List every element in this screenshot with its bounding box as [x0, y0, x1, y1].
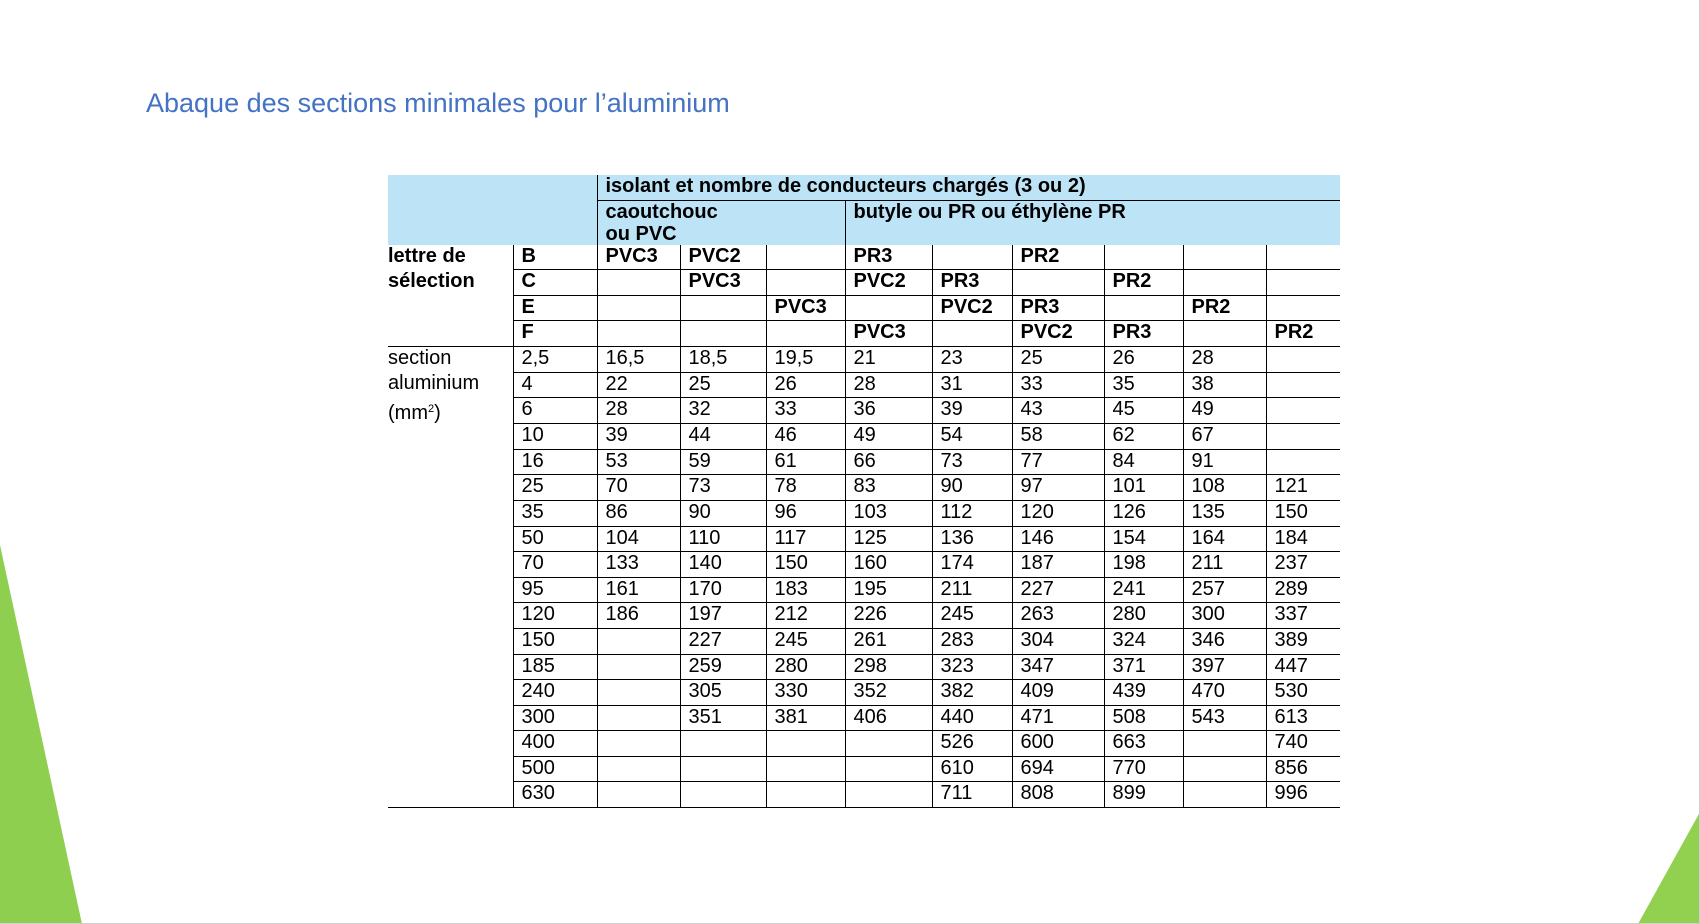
data-cell: 996 — [1266, 782, 1340, 808]
selection-letter: C — [513, 270, 597, 296]
section-value: 500 — [513, 756, 597, 782]
data-cell — [766, 756, 845, 782]
data-cell — [597, 705, 680, 731]
data-cell: 67 — [1183, 424, 1266, 450]
header-main-cell: isolant et nombre de conducteurs chargés (3 ou 2) — [597, 175, 1340, 200]
data-cell: 211 — [932, 577, 1012, 603]
data-cell — [597, 782, 680, 808]
section-label-cell — [388, 449, 513, 475]
section-label-cell — [388, 577, 513, 603]
section-value: 70 — [513, 552, 597, 578]
data-row — [388, 526, 1340, 552]
data-cell: 186 — [597, 603, 680, 629]
data-cell: 66 — [845, 449, 932, 475]
data-cell: 227 — [1012, 577, 1104, 603]
selection-cell — [1183, 245, 1266, 270]
selection-cell — [1104, 245, 1183, 270]
section-value: 10 — [513, 424, 597, 450]
selection-cell: PVC3 — [680, 270, 766, 296]
data-cell: 337 — [1266, 603, 1340, 629]
section-value: 95 — [513, 577, 597, 603]
section-table-container — [388, 175, 1340, 808]
selection-cell: PR2 — [1266, 321, 1340, 347]
data-cell: 150 — [1266, 500, 1340, 526]
section-label-cell — [388, 654, 513, 680]
data-cell: 352 — [845, 680, 932, 706]
data-cell: 471 — [1012, 705, 1104, 731]
data-cell: 91 — [1183, 449, 1266, 475]
section-value: 35 — [513, 500, 597, 526]
data-cell: 257 — [1183, 577, 1266, 603]
data-cell: 694 — [1012, 756, 1104, 782]
data-cell: 33 — [766, 398, 845, 424]
data-cell: 53 — [597, 449, 680, 475]
data-cell: 25 — [680, 372, 766, 398]
data-cell — [1266, 398, 1340, 424]
section-value: 2,5 — [513, 346, 597, 372]
data-row — [388, 577, 1340, 603]
data-cell — [680, 756, 766, 782]
selection-cell: PVC2 — [932, 295, 1012, 321]
section-value: 150 — [513, 628, 597, 654]
data-row — [388, 500, 1340, 526]
data-cell: 112 — [932, 500, 1012, 526]
section-value: 630 — [513, 782, 597, 808]
data-row — [388, 628, 1340, 654]
data-cell: 298 — [845, 654, 932, 680]
data-cell — [1266, 372, 1340, 398]
data-cell — [1183, 756, 1266, 782]
data-cell — [1183, 782, 1266, 808]
data-cell: 160 — [845, 552, 932, 578]
data-cell: 856 — [1266, 756, 1340, 782]
data-cell: 136 — [932, 526, 1012, 552]
data-cell: 77 — [1012, 449, 1104, 475]
data-cell: 126 — [1104, 500, 1183, 526]
selection-letter: B — [513, 245, 597, 270]
data-cell: 31 — [932, 372, 1012, 398]
data-row — [388, 475, 1340, 501]
section-label-cell — [388, 782, 513, 808]
data-row — [388, 603, 1340, 629]
selection-cell — [1183, 270, 1266, 296]
section-label-cell — [388, 424, 513, 450]
data-cell: 62 — [1104, 424, 1183, 450]
selection-cell — [597, 295, 680, 321]
section-value: 50 — [513, 526, 597, 552]
data-cell: 97 — [1012, 475, 1104, 501]
selection-cell — [845, 295, 932, 321]
data-cell: 440 — [932, 705, 1012, 731]
green-triangle-left-decoration — [0, 545, 82, 924]
selection-row — [388, 270, 1340, 296]
selection-cell: PVC2 — [1012, 321, 1104, 347]
section-label-cell — [388, 475, 513, 501]
selection-cell: PR3 — [845, 245, 932, 270]
data-cell: 526 — [932, 731, 1012, 757]
data-cell: 406 — [845, 705, 932, 731]
data-cell: 90 — [932, 475, 1012, 501]
data-cell: 397 — [1183, 654, 1266, 680]
data-cell: 289 — [1266, 577, 1340, 603]
data-cell: 101 — [1104, 475, 1183, 501]
section-label-cell — [388, 552, 513, 578]
data-cell: 84 — [1104, 449, 1183, 475]
data-row — [388, 756, 1340, 782]
data-cell: 280 — [1104, 603, 1183, 629]
header-rubber-line1: caoutchouc — [605, 200, 718, 223]
section-label-cell — [388, 731, 513, 757]
data-cell: 351 — [680, 705, 766, 731]
section-value: 6 — [513, 398, 597, 424]
data-cell: 241 — [1104, 577, 1183, 603]
data-cell: 16,5 — [597, 346, 680, 372]
header-row-insulation — [388, 200, 1340, 245]
header-row-main — [388, 175, 1340, 200]
data-cell: 26 — [766, 372, 845, 398]
data-row — [388, 654, 1340, 680]
selection-row — [388, 295, 1340, 321]
data-cell: 330 — [766, 680, 845, 706]
data-cell: 261 — [845, 628, 932, 654]
data-cell: 19,5 — [766, 346, 845, 372]
section-unit-close: ) — [434, 401, 441, 424]
selection-cell — [597, 270, 680, 296]
selection-cell — [680, 321, 766, 347]
data-cell — [766, 782, 845, 808]
selection-cell — [932, 321, 1012, 347]
data-cell: 237 — [1266, 552, 1340, 578]
section-label-cell — [388, 398, 513, 424]
data-cell — [597, 680, 680, 706]
data-cell: 470 — [1183, 680, 1266, 706]
data-cell: 808 — [1012, 782, 1104, 808]
section-value: 400 — [513, 731, 597, 757]
section-label-cell — [388, 628, 513, 654]
data-cell: 103 — [845, 500, 932, 526]
selection-cell: PR3 — [1012, 295, 1104, 321]
selection-cell: PVC2 — [845, 270, 932, 296]
selection-row — [388, 245, 1340, 270]
data-cell — [766, 731, 845, 757]
data-cell: 28 — [1183, 346, 1266, 372]
section-label-cell: section — [388, 346, 452, 369]
selection-cell — [766, 245, 845, 270]
data-cell — [680, 731, 766, 757]
data-cell: 73 — [932, 449, 1012, 475]
data-cell: 280 — [766, 654, 845, 680]
data-cell: 135 — [1183, 500, 1266, 526]
data-cell: 39 — [597, 424, 680, 450]
data-cell — [845, 756, 932, 782]
selection-cell: PR2 — [1012, 245, 1104, 270]
data-cell: 439 — [1104, 680, 1183, 706]
data-cell — [597, 756, 680, 782]
section-value: 300 — [513, 705, 597, 731]
data-cell: 184 — [1266, 526, 1340, 552]
data-cell: 300 — [1183, 603, 1266, 629]
data-cell — [597, 654, 680, 680]
header-rubber-line2: ou PVC — [605, 222, 677, 245]
header-empty-cell — [388, 175, 597, 200]
selection-cell — [1183, 321, 1266, 347]
selection-letter: E — [513, 295, 597, 321]
data-cell: 211 — [1183, 552, 1266, 578]
data-cell: 38 — [1183, 372, 1266, 398]
data-cell: 610 — [932, 756, 1012, 782]
data-cell: 899 — [1104, 782, 1183, 808]
data-cell: 600 — [1012, 731, 1104, 757]
selection-label-cell: lettre de — [388, 244, 466, 267]
data-cell: 146 — [1012, 526, 1104, 552]
data-cell: 212 — [766, 603, 845, 629]
data-cell: 43 — [1012, 398, 1104, 424]
selection-cell: PR3 — [1104, 321, 1183, 347]
data-row — [388, 346, 1340, 372]
data-cell: 174 — [932, 552, 1012, 578]
data-cell: 49 — [845, 424, 932, 450]
data-cell: 25 — [1012, 346, 1104, 372]
data-cell: 543 — [1183, 705, 1266, 731]
data-cell: 54 — [932, 424, 1012, 450]
selection-cell — [1012, 270, 1104, 296]
data-row — [388, 680, 1340, 706]
data-cell: 150 — [766, 552, 845, 578]
data-cell: 245 — [766, 628, 845, 654]
data-cell: 382 — [932, 680, 1012, 706]
data-cell: 33 — [1012, 372, 1104, 398]
data-cell: 49 — [1183, 398, 1266, 424]
data-cell: 59 — [680, 449, 766, 475]
data-cell: 108 — [1183, 475, 1266, 501]
data-cell: 154 — [1104, 526, 1183, 552]
section-label-cell — [388, 680, 513, 706]
data-cell: 283 — [932, 628, 1012, 654]
data-cell: 198 — [1104, 552, 1183, 578]
selection-cell — [680, 295, 766, 321]
data-cell: 245 — [932, 603, 1012, 629]
data-cell: 32 — [680, 398, 766, 424]
data-cell: 161 — [597, 577, 680, 603]
data-cell: 73 — [680, 475, 766, 501]
data-row — [388, 424, 1340, 450]
data-cell: 120 — [1012, 500, 1104, 526]
data-cell: 117 — [766, 526, 845, 552]
data-cell: 164 — [1183, 526, 1266, 552]
section-unit-label: (mm — [388, 401, 428, 424]
data-cell: 409 — [1012, 680, 1104, 706]
selection-cell: PVC3 — [845, 321, 932, 347]
data-cell: 305 — [680, 680, 766, 706]
data-cell — [680, 782, 766, 808]
data-cell — [597, 628, 680, 654]
data-row — [388, 552, 1340, 578]
data-cell — [1266, 449, 1340, 475]
data-cell — [1183, 731, 1266, 757]
section-label-cell — [388, 500, 513, 526]
data-cell — [845, 782, 932, 808]
data-cell: 227 — [680, 628, 766, 654]
data-cell: 110 — [680, 526, 766, 552]
header-rubber-cell — [597, 200, 845, 245]
data-cell: 195 — [845, 577, 932, 603]
selection-label-cell — [388, 321, 513, 347]
selection-cell — [1266, 270, 1340, 296]
data-cell: 35 — [1104, 372, 1183, 398]
selection-cell: PR3 — [932, 270, 1012, 296]
data-cell: 259 — [680, 654, 766, 680]
data-cell: 39 — [932, 398, 1012, 424]
data-row — [388, 449, 1340, 475]
data-row — [388, 398, 1340, 424]
data-cell: 44 — [680, 424, 766, 450]
data-cell: 78 — [766, 475, 845, 501]
data-cell: 323 — [932, 654, 1012, 680]
header-butyl-cell: butyle ou PR ou éthylène PR — [845, 200, 1340, 245]
selection-cell — [932, 245, 1012, 270]
section-value: 240 — [513, 680, 597, 706]
data-cell: 389 — [1266, 628, 1340, 654]
data-cell: 21 — [845, 346, 932, 372]
section-label-cell — [388, 756, 513, 782]
data-cell: 90 — [680, 500, 766, 526]
data-cell — [597, 731, 680, 757]
data-cell — [1266, 424, 1340, 450]
data-cell: 770 — [1104, 756, 1183, 782]
data-cell — [1266, 346, 1340, 372]
data-cell: 371 — [1104, 654, 1183, 680]
header-empty-cell — [388, 200, 597, 245]
data-cell: 28 — [597, 398, 680, 424]
data-cell: 86 — [597, 500, 680, 526]
selection-cell — [766, 321, 845, 347]
selection-cell: PVC3 — [597, 245, 680, 270]
data-cell: 18,5 — [680, 346, 766, 372]
data-cell: 740 — [1266, 731, 1340, 757]
data-cell: 711 — [932, 782, 1012, 808]
data-cell: 45 — [1104, 398, 1183, 424]
data-cell: 381 — [766, 705, 845, 731]
selection-cell: PR2 — [1104, 270, 1183, 296]
data-cell: 263 — [1012, 603, 1104, 629]
data-cell: 26 — [1104, 346, 1183, 372]
slide-title: Abaque des sections minimales pour l’aluminium — [146, 88, 730, 118]
section-table — [388, 175, 1340, 808]
data-cell: 226 — [845, 603, 932, 629]
data-cell: 58 — [1012, 424, 1104, 450]
data-cell: 46 — [766, 424, 845, 450]
selection-cell — [597, 321, 680, 347]
selection-cell: PR2 — [1183, 295, 1266, 321]
section-value: 120 — [513, 603, 597, 629]
section-value: 4 — [513, 372, 597, 398]
section-unit-superscript: 2 — [427, 402, 435, 415]
data-cell: 28 — [845, 372, 932, 398]
data-cell: 83 — [845, 475, 932, 501]
data-cell: 23 — [932, 346, 1012, 372]
data-cell: 346 — [1183, 628, 1266, 654]
data-cell — [845, 731, 932, 757]
data-cell: 197 — [680, 603, 766, 629]
data-row — [388, 782, 1340, 808]
selection-cell: PVC3 — [766, 295, 845, 321]
data-cell: 104 — [597, 526, 680, 552]
data-cell: 347 — [1012, 654, 1104, 680]
data-row — [388, 705, 1340, 731]
data-cell: 613 — [1266, 705, 1340, 731]
data-row — [388, 731, 1340, 757]
data-cell: 187 — [1012, 552, 1104, 578]
data-cell: 304 — [1012, 628, 1104, 654]
selection-letter: F — [513, 321, 597, 347]
data-cell: 530 — [1266, 680, 1340, 706]
data-cell: 22 — [597, 372, 680, 398]
section-label-cell: aluminium — [388, 372, 480, 395]
selection-cell — [1266, 295, 1340, 321]
data-cell: 170 — [680, 577, 766, 603]
selection-label-cell — [388, 295, 513, 321]
data-cell: 324 — [1104, 628, 1183, 654]
section-value: 25 — [513, 475, 597, 501]
selection-cell — [766, 270, 845, 296]
data-cell: 121 — [1266, 475, 1340, 501]
data-cell: 61 — [766, 449, 845, 475]
section-value: 16 — [513, 449, 597, 475]
data-cell: 36 — [845, 398, 932, 424]
selection-label-cell: sélection — [388, 269, 475, 292]
data-cell: 447 — [1266, 654, 1340, 680]
selection-cell — [1266, 245, 1340, 270]
data-cell: 183 — [766, 577, 845, 603]
selection-row — [388, 321, 1340, 347]
section-label-cell — [388, 705, 513, 731]
section-label-cell — [388, 526, 513, 552]
data-cell: 125 — [845, 526, 932, 552]
green-triangle-right-decoration — [1638, 812, 1700, 924]
data-cell: 133 — [597, 552, 680, 578]
selection-cell — [1104, 295, 1183, 321]
section-table-body — [388, 175, 1340, 808]
data-cell: 663 — [1104, 731, 1183, 757]
selection-cell: PVC2 — [680, 245, 766, 270]
data-cell: 96 — [766, 500, 845, 526]
section-label-cell — [388, 603, 513, 629]
data-cell: 70 — [597, 475, 680, 501]
section-value: 185 — [513, 654, 597, 680]
data-row — [388, 372, 1340, 398]
data-cell: 508 — [1104, 705, 1183, 731]
data-cell: 140 — [680, 552, 766, 578]
